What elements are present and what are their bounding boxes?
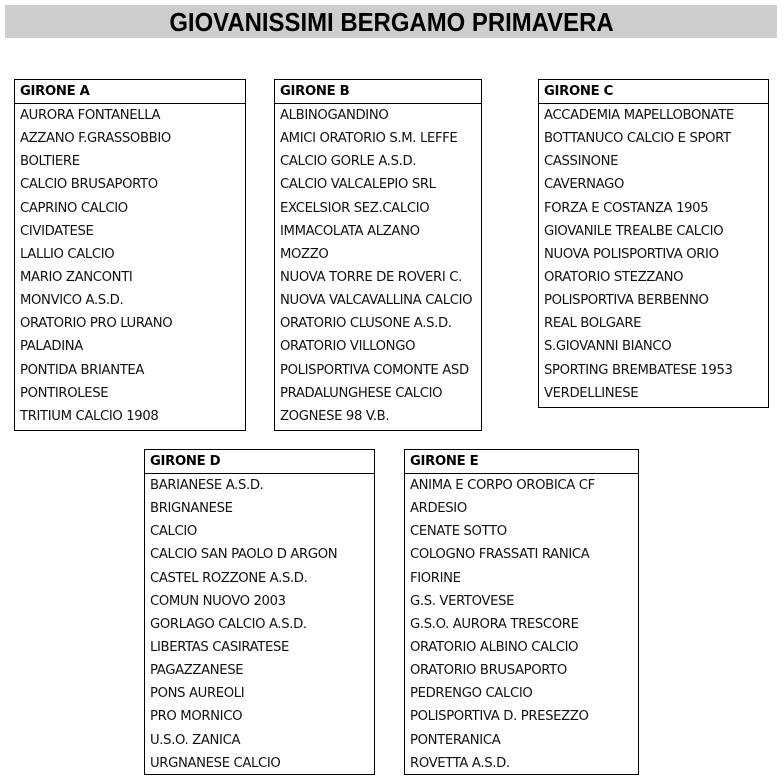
team-row: ARDESIO [410,501,467,517]
team-row: CAPRINO CALCIO [20,200,128,216]
team-row: PONTERANICA [410,732,501,748]
team-row: MONVICO A.S.D. [20,293,124,309]
group-header: GIRONE E [405,450,638,474]
team-row: EXCELSIOR SEZ.CALCIO [280,200,430,216]
team-row: SPORTING BREMBATESE 1953 [544,362,733,378]
group-header: GIRONE B [275,80,481,104]
team-row: ORATORIO VILLONGO [280,339,416,355]
team-list [405,474,638,775]
team-row: AZZANO F.GRASSOBBIO [20,131,171,147]
team-row: CENATE SOTTO [410,524,507,540]
group-girone-c [538,79,769,408]
team-row: ANIMA E CORPO OROBICA CF [410,478,595,493]
team-row: POLISPORTIVA D. PRESEZZO [410,709,589,725]
team-row: VERDELLINESE [544,385,639,401]
team-row: POLISPORTIVA BERBENNO [544,293,709,309]
team-row: GORLAGO CALCIO A.S.D. [150,616,307,632]
team-row: NUOVA TORRE DE ROVERI C. [280,269,462,285]
team-row: CAVERNAGO [544,177,625,193]
team-row: ALBINOGANDINO [280,108,389,123]
group-header: GIRONE C [539,80,768,104]
team-row: ORATORIO STEZZANO [544,269,684,285]
team-row: AMICI ORATORIO S.M. LEFFE [280,131,458,147]
team-list [15,104,245,428]
team-row: PONTIROLESE [20,385,109,401]
team-row: PALADINA [20,339,83,355]
team-row: CASTEL ROZZONE A.S.D. [150,570,308,586]
group-header: GIRONE D [145,450,374,474]
group-girone-d [144,449,375,775]
team-list [539,104,768,405]
team-row: CIVIDATESE [20,223,94,239]
team-row: CASSINONE [544,154,619,170]
team-row: POLISPORTIVA COMONTE ASD [280,362,469,378]
team-row: ORATORIO ALBINO CALCIO [410,639,579,655]
group-girone-a [14,79,246,431]
team-row: FORZA E COSTANZA 1905 [544,200,709,216]
title-bar [5,5,777,38]
team-row: MARIO ZANCONTI [20,269,133,285]
team-row: BOLTIERE [20,154,80,170]
team-row: G.S.O. AURORA TRESCORE [410,616,579,632]
team-row: BARIANESE A.S.D. [150,478,264,493]
team-row: IMMACOLATA ALZANO [280,223,420,239]
team-row: PRADALUNGHESE CALCIO [280,385,443,401]
team-row: ORATORIO BRUSAPORTO [410,663,567,679]
team-row: PAGAZZANESE [150,663,244,679]
team-row: NUOVA POLISPORTIVA ORIO [544,246,719,262]
group-girone-b [274,79,482,431]
team-row: S.GIOVANNI BIANCO [544,339,672,355]
team-row: TRITIUM CALCIO 1908 [20,408,159,424]
team-row: ACCADEMIA MAPELLOBONATE [544,108,734,123]
team-row: FIORINE [410,570,461,586]
team-row: BRIGNANESE [150,501,233,517]
team-row: G.S. VERTOVESE [410,593,515,609]
team-row: URGNANESE CALCIO [150,755,281,771]
team-row: NUOVA VALCAVALLINA CALCIO [280,293,473,309]
team-row: LIBERTAS CASIRATESE [150,639,289,655]
page-title: GIOVANISSIMI BERGAMO PRIMAVERA [168,6,614,37]
team-list [275,104,481,428]
team-row: PRO MORNICO [150,709,243,725]
team-row: ZOGNESE 98 V.B. [280,408,390,424]
team-row: ORATORIO CLUSONE A.S.D. [280,316,452,332]
team-row: PONTIDA BRIANTEA [20,362,145,378]
team-row: LALLIO CALCIO [20,246,115,262]
team-row: CALCIO SAN PAOLO D ARGON [150,547,338,563]
team-row: ORATORIO PRO LURANO [20,316,173,332]
team-row: PONS AUREOLI [150,686,245,702]
team-row: MOZZO [280,246,329,262]
team-row: CALCIO VALCALEPIO SRL [280,177,436,193]
team-row: PEDRENGO CALCIO [410,686,533,702]
team-row: COMUN NUOVO 2003 [150,593,286,609]
team-row: U.S.O. ZANICA [150,732,241,748]
team-row: CALCIO BRUSAPORTO [20,177,158,193]
team-row: REAL BOLGARE [544,316,642,332]
team-row: CALCIO GORLE A.S.D. [280,154,417,170]
team-row: COLOGNO FRASSATI RANICA [410,547,590,563]
group-header: GIRONE A [15,80,245,104]
team-row: GIOVANILE TREALBE CALCIO [544,223,724,239]
team-row: ROVETTA A.S.D. [410,755,510,771]
team-row: CALCIO [150,524,197,540]
team-row: BOTTANUCO CALCIO E SPORT [544,131,731,147]
team-row: AURORA FONTANELLA [20,108,161,123]
team-list [145,474,374,775]
group-girone-e [404,449,639,775]
